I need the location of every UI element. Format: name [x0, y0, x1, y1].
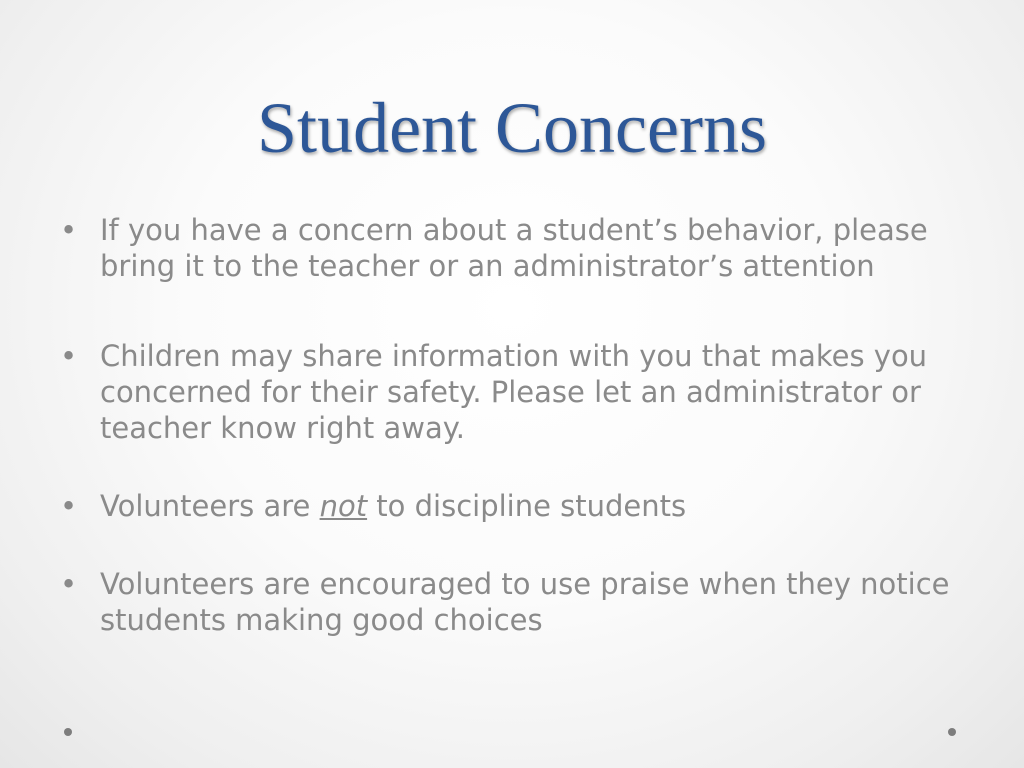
bullet-marker: •	[60, 339, 78, 373]
bullet-text-before: Volunteers are	[100, 489, 320, 523]
bullet-marker: •	[60, 567, 78, 601]
bullet-text: Volunteers are encouraged to use praise when they notice students making good choices	[100, 567, 950, 637]
bullet-item	[58, 212, 973, 284]
bullet-item	[58, 566, 973, 638]
bullet-marker: •	[60, 213, 78, 247]
corner-dot-left	[64, 728, 72, 736]
bullet-item	[58, 488, 973, 524]
bullet-text-after: to discipline students	[367, 489, 687, 523]
bullet-text: If you have a concern about a student’s behavior, please bring it to the teacher or an administrator’s attention	[100, 213, 928, 283]
bullet-marker: •	[60, 489, 78, 523]
bullet-text	[100, 488, 973, 524]
bullet-text: Children may share information with you that makes you concerned for their safety. Please let an administrator or teacher know right away.	[100, 339, 928, 445]
bullet-list	[58, 212, 973, 638]
slide-title: Student Concerns	[257, 88, 767, 168]
bullet-emphasis: not	[319, 489, 368, 523]
bullet-item	[58, 338, 973, 446]
corner-dot-right	[948, 728, 956, 736]
